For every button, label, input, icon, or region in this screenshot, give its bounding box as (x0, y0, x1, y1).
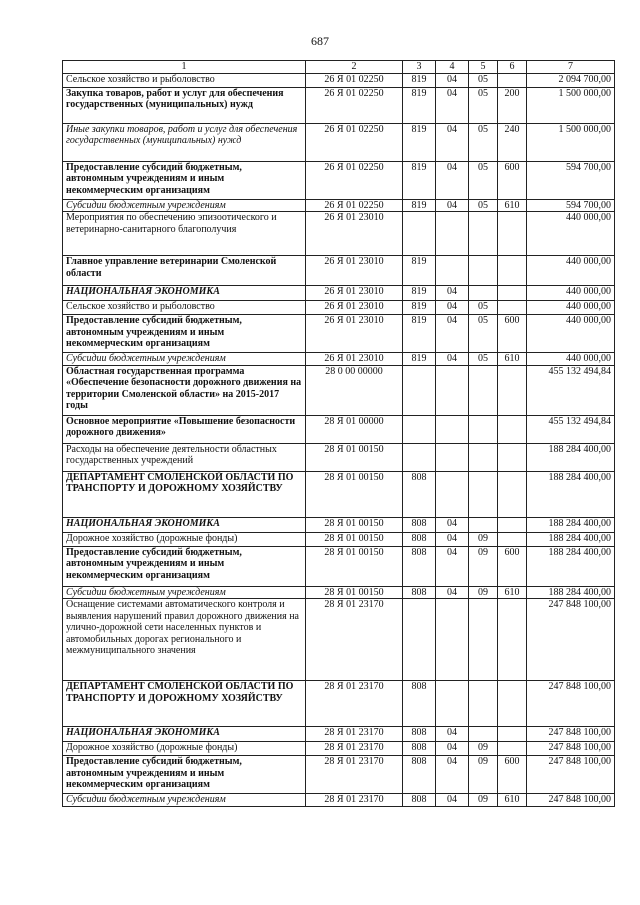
row-code-cell: 26 Я 01 23010 (306, 301, 403, 315)
row-amount-cell: 188 284 400,00 (527, 546, 615, 586)
table-row (63, 353, 615, 366)
row-name-cell: ДЕПАРТАМЕНТ СМОЛЕНСКОЙ ОБЛАСТИ ПО ТРАНСПОРТУ И ДОРОЖНОМУ ХОЗЯЙСТВУ (63, 471, 306, 517)
header-cell: 5 (469, 61, 498, 74)
row-amount-cell: 440 000,00 (527, 256, 615, 286)
row-amount-cell: 594 700,00 (527, 199, 615, 212)
row-amount-cell: 455 132 494,84 (527, 415, 615, 443)
row-section-cell (436, 212, 469, 256)
row-section-cell (436, 365, 469, 415)
row-code-cell: 28 Я 01 00150 (306, 443, 403, 471)
page-number: 687 (311, 34, 329, 48)
table-row (63, 199, 615, 212)
row-section-cell: 04 (436, 532, 469, 546)
row-expense-type-cell: 600 (498, 546, 527, 586)
row-subsection-cell (469, 443, 498, 471)
row-expense-type-cell: 240 (498, 123, 527, 161)
row-subsection-cell (469, 681, 498, 727)
row-code-cell: 28 Я 01 00150 (306, 546, 403, 586)
row-section-cell (436, 443, 469, 471)
row-subsection-cell: 05 (469, 199, 498, 212)
row-name-cell: Главное управление ветеринарии Смоленской области (63, 256, 306, 286)
row-code-cell: 26 Я 01 23010 (306, 212, 403, 256)
row-name-cell: НАЦИОНАЛЬНАЯ ЭКОНОМИКА (63, 517, 306, 532)
row-expense-type-cell: 610 (498, 794, 527, 807)
row-amount-cell: 440 000,00 (527, 301, 615, 315)
row-department-code-cell: 808 (403, 742, 436, 756)
row-subsection-cell: 09 (469, 586, 498, 599)
table-row (63, 599, 615, 681)
row-code-cell: 26 Я 01 02250 (306, 199, 403, 212)
row-amount-cell: 2 094 700,00 (527, 73, 615, 87)
table-row (63, 301, 615, 315)
row-subsection-cell (469, 286, 498, 301)
row-subsection-cell (469, 471, 498, 517)
row-code-cell: 28 Я 01 00150 (306, 517, 403, 532)
row-section-cell: 04 (436, 315, 469, 353)
row-name-cell: Субсидии бюджетным учреждениям (63, 353, 306, 366)
table-row (63, 756, 615, 794)
row-code-cell: 28 Я 01 00150 (306, 532, 403, 546)
row-subsection-cell: 09 (469, 532, 498, 546)
row-amount-cell: 1 500 000,00 (527, 87, 615, 123)
row-amount-cell: 440 000,00 (527, 212, 615, 256)
row-section-cell (436, 415, 469, 443)
row-name-cell: Расходы на обеспечение деятельности областных государственных учреждений (63, 443, 306, 471)
row-name-cell: Предоставление субсидий бюджетным, автономным учреждениям и иным некоммерческим организациям (63, 546, 306, 586)
row-expense-type-cell (498, 256, 527, 286)
header-cell: 2 (306, 61, 403, 74)
row-code-cell: 26 Я 01 02250 (306, 161, 403, 199)
table-row (63, 517, 615, 532)
row-amount-cell: 1 500 000,00 (527, 123, 615, 161)
table-row (63, 471, 615, 517)
row-section-cell: 04 (436, 586, 469, 599)
row-section-cell: 04 (436, 517, 469, 532)
row-expense-type-cell (498, 727, 527, 742)
row-code-cell: 28 Я 01 23170 (306, 599, 403, 681)
row-department-code-cell: 808 (403, 794, 436, 807)
row-code-cell: 26 Я 01 02250 (306, 73, 403, 87)
table-row (63, 532, 615, 546)
header-cell: 7 (527, 61, 615, 74)
row-code-cell: 26 Я 01 02250 (306, 123, 403, 161)
row-name-cell: Мероприятия по обеспечению эпизоотического и ветеринарно-санитарного благополучия (63, 212, 306, 256)
row-department-code-cell: 808 (403, 471, 436, 517)
row-amount-cell: 440 000,00 (527, 286, 615, 301)
row-department-code-cell: 819 (403, 199, 436, 212)
row-code-cell: 28 Я 01 00150 (306, 471, 403, 517)
row-expense-type-cell: 200 (498, 87, 527, 123)
row-code-cell: 28 Я 01 00000 (306, 415, 403, 443)
row-amount-cell: 594 700,00 (527, 161, 615, 199)
row-amount-cell: 188 284 400,00 (527, 517, 615, 532)
header-cell: 1 (63, 61, 306, 74)
row-amount-cell: 247 848 100,00 (527, 681, 615, 727)
row-code-cell: 28 Я 01 23170 (306, 794, 403, 807)
table-row (63, 443, 615, 471)
row-department-code-cell: 808 (403, 727, 436, 742)
row-subsection-cell: 09 (469, 546, 498, 586)
row-name-cell: Предоставление субсидий бюджетным, автономным учреждениям и иным некоммерческим организациям (63, 756, 306, 794)
row-department-code-cell: 808 (403, 681, 436, 727)
table-row (63, 727, 615, 742)
row-expense-type-cell (498, 443, 527, 471)
row-department-code-cell: 808 (403, 546, 436, 586)
row-subsection-cell: 09 (469, 794, 498, 807)
row-subsection-cell (469, 415, 498, 443)
row-subsection-cell (469, 727, 498, 742)
row-code-cell: 28 Я 01 23170 (306, 756, 403, 794)
row-department-code-cell: 819 (403, 301, 436, 315)
row-department-code-cell: 808 (403, 756, 436, 794)
row-name-cell: Закупка товаров, работ и услуг для обеспечения государственных (муниципальных) нужд (63, 87, 306, 123)
row-expense-type-cell (498, 415, 527, 443)
row-name-cell: НАЦИОНАЛЬНАЯ ЭКОНОМИКА (63, 727, 306, 742)
row-subsection-cell (469, 517, 498, 532)
header-cell: 4 (436, 61, 469, 74)
row-expense-type-cell: 600 (498, 161, 527, 199)
row-section-cell: 04 (436, 286, 469, 301)
table-row (63, 415, 615, 443)
row-department-code-cell: 808 (403, 532, 436, 546)
table-row (63, 212, 615, 256)
row-department-code-cell: 819 (403, 73, 436, 87)
table-row (63, 681, 615, 727)
row-expense-type-cell (498, 212, 527, 256)
row-subsection-cell (469, 599, 498, 681)
row-expense-type-cell (498, 286, 527, 301)
row-name-cell: Предоставление субсидий бюджетным, автономным учреждениям и иным некоммерческим организациям (63, 161, 306, 199)
row-department-code-cell: 819 (403, 286, 436, 301)
row-amount-cell: 188 284 400,00 (527, 586, 615, 599)
row-subsection-cell (469, 256, 498, 286)
row-department-code-cell (403, 212, 436, 256)
row-subsection-cell (469, 212, 498, 256)
row-department-code-cell: 819 (403, 161, 436, 199)
row-department-code-cell: 808 (403, 517, 436, 532)
table-row (63, 586, 615, 599)
row-name-cell: Сельское хозяйство и рыболовство (63, 73, 306, 87)
row-section-cell (436, 471, 469, 517)
table-row (63, 256, 615, 286)
row-name-cell: Субсидии бюджетным учреждениям (63, 794, 306, 807)
row-amount-cell: 188 284 400,00 (527, 471, 615, 517)
row-code-cell: 26 Я 01 23010 (306, 353, 403, 366)
row-subsection-cell: 09 (469, 756, 498, 794)
row-section-cell: 04 (436, 727, 469, 742)
row-expense-type-cell: 600 (498, 315, 527, 353)
row-code-cell: 28 Я 01 23170 (306, 727, 403, 742)
row-department-code-cell: 819 (403, 353, 436, 366)
row-subsection-cell: 05 (469, 73, 498, 87)
row-section-cell: 04 (436, 87, 469, 123)
row-section-cell: 04 (436, 199, 469, 212)
row-name-cell: Субсидии бюджетным учреждениям (63, 199, 306, 212)
row-subsection-cell: 05 (469, 353, 498, 366)
row-code-cell: 28 Я 01 23170 (306, 742, 403, 756)
row-code-cell: 26 Я 01 23010 (306, 315, 403, 353)
row-section-cell: 04 (436, 73, 469, 87)
row-subsection-cell: 05 (469, 123, 498, 161)
row-section-cell: 04 (436, 546, 469, 586)
row-department-code-cell: 819 (403, 123, 436, 161)
row-name-cell: Основное мероприятие «Повышение безопасности дорожного движения» (63, 415, 306, 443)
row-department-code-cell (403, 365, 436, 415)
table-row (63, 123, 615, 161)
row-subsection-cell: 09 (469, 742, 498, 756)
row-expense-type-cell (498, 742, 527, 756)
table-row (63, 365, 615, 415)
row-department-code-cell: 819 (403, 256, 436, 286)
row-name-cell: Областная государственная программа «Обеспечение безопасности дорожного движения на территории Смоленской области» на 2015-2017 годы (63, 365, 306, 415)
row-section-cell: 04 (436, 742, 469, 756)
table-row (63, 87, 615, 123)
row-name-cell: Дорожное хозяйство (дорожные фонды) (63, 532, 306, 546)
row-expense-type-cell: 610 (498, 586, 527, 599)
row-expense-type-cell (498, 471, 527, 517)
row-department-code-cell: 808 (403, 586, 436, 599)
row-code-cell: 28 Я 01 23170 (306, 681, 403, 727)
row-name-cell: Иные закупки товаров, работ и услуг для обеспечения государственных (муниципальных) нужд (63, 123, 306, 161)
row-name-cell: ДЕПАРТАМЕНТ СМОЛЕНСКОЙ ОБЛАСТИ ПО ТРАНСПОРТУ И ДОРОЖНОМУ ХОЗЯЙСТВУ (63, 681, 306, 727)
row-department-code-cell (403, 599, 436, 681)
row-code-cell: 26 Я 01 02250 (306, 87, 403, 123)
table-row (63, 742, 615, 756)
row-subsection-cell (469, 365, 498, 415)
header-cell: 3 (403, 61, 436, 74)
row-code-cell: 26 Я 01 23010 (306, 256, 403, 286)
budget-table (62, 60, 615, 807)
row-code-cell: 28 0 00 00000 (306, 365, 403, 415)
row-name-cell: Сельское хозяйство и рыболовство (63, 301, 306, 315)
table-row (63, 286, 615, 301)
table-row (63, 794, 615, 807)
row-subsection-cell: 05 (469, 87, 498, 123)
row-expense-type-cell (498, 365, 527, 415)
table-row (63, 161, 615, 199)
row-department-code-cell: 819 (403, 315, 436, 353)
row-section-cell (436, 599, 469, 681)
row-amount-cell: 247 848 100,00 (527, 794, 615, 807)
row-section-cell: 04 (436, 756, 469, 794)
row-amount-cell: 455 132 494,84 (527, 365, 615, 415)
row-amount-cell: 247 848 100,00 (527, 727, 615, 742)
row-amount-cell: 188 284 400,00 (527, 443, 615, 471)
row-amount-cell: 440 000,00 (527, 315, 615, 353)
row-expense-type-cell (498, 73, 527, 87)
row-section-cell (436, 256, 469, 286)
row-name-cell: Предоставление субсидий бюджетным, автономным учреждениям и иным некоммерческим организациям (63, 315, 306, 353)
row-name-cell: НАЦИОНАЛЬНАЯ ЭКОНОМИКА (63, 286, 306, 301)
row-department-code-cell: 819 (403, 87, 436, 123)
row-amount-cell: 440 000,00 (527, 353, 615, 366)
row-expense-type-cell (498, 301, 527, 315)
table-header-row (63, 61, 615, 74)
row-expense-type-cell: 600 (498, 756, 527, 794)
row-subsection-cell: 05 (469, 315, 498, 353)
row-expense-type-cell (498, 599, 527, 681)
row-code-cell: 28 Я 01 00150 (306, 586, 403, 599)
row-expense-type-cell (498, 517, 527, 532)
table-row (63, 546, 615, 586)
row-section-cell (436, 681, 469, 727)
row-expense-type-cell (498, 681, 527, 727)
header-cell: 6 (498, 61, 527, 74)
row-department-code-cell (403, 443, 436, 471)
row-code-cell: 26 Я 01 23010 (306, 286, 403, 301)
row-name-cell: Дорожное хозяйство (дорожные фонды) (63, 742, 306, 756)
table-row (63, 73, 615, 87)
row-subsection-cell: 05 (469, 301, 498, 315)
row-amount-cell: 188 284 400,00 (527, 532, 615, 546)
row-expense-type-cell (498, 532, 527, 546)
row-name-cell: Оснащение системами автоматического контроля и выявления нарушений правил дорожного движения на улично-дорожной сети населенных пунктов и автомобильных дорогах регионального и межмуниципального значения (63, 599, 306, 681)
row-expense-type-cell: 610 (498, 353, 527, 366)
row-section-cell: 04 (436, 161, 469, 199)
row-amount-cell: 247 848 100,00 (527, 742, 615, 756)
row-subsection-cell: 05 (469, 161, 498, 199)
row-amount-cell: 247 848 100,00 (527, 756, 615, 794)
row-amount-cell: 247 848 100,00 (527, 599, 615, 681)
row-section-cell: 04 (436, 123, 469, 161)
row-department-code-cell (403, 415, 436, 443)
row-name-cell: Субсидии бюджетным учреждениям (63, 586, 306, 599)
table-row (63, 315, 615, 353)
row-section-cell: 04 (436, 301, 469, 315)
row-section-cell: 04 (436, 353, 469, 366)
row-expense-type-cell: 610 (498, 199, 527, 212)
row-section-cell: 04 (436, 794, 469, 807)
